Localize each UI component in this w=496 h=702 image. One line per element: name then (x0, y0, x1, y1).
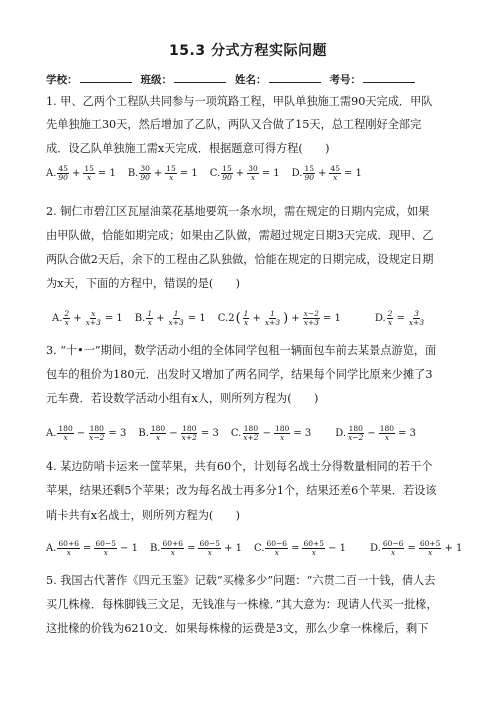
class-blank (174, 73, 226, 83)
exam-blank (363, 73, 415, 83)
q2-option-b[interactable]: B. $\frac{1}{x}$ + $\frac{1}{x+3}$ = 1 (134, 308, 206, 327)
q1-line-3: 成．设乙队单独施工需x天完成．根据题意可得方程( ) (46, 142, 330, 155)
q5-line-1: 5. 我国古代著作《四元玉鉴》记载“买椽多少”问题：“六贯二百一十钱，倩人去 (46, 574, 436, 587)
page-title: 15.3 分式方程实际问题 (169, 43, 327, 59)
q2-option-a[interactable]: A. $\frac{2}{x}$ + $\frac{x}{x+3}$ = 1 (52, 308, 123, 327)
name-blank (269, 73, 321, 83)
q3-option-b[interactable]: B. $\frac{180}{x}$ − $\frac{180}{x+2}$ = 3 (138, 423, 219, 442)
q3-options (46, 423, 428, 443)
q4-line-1: 4. 某边防哨卡运来一筐苹果，共有60个，计划每名战士分得数量相同的若干个 (46, 460, 433, 473)
school-blank (80, 73, 132, 83)
q1-option-d[interactable]: D. $\frac{15}{90}$ + $\frac{45}{x}$ = 1 (291, 163, 362, 182)
q5-line-3: 这批椽的价钱为6210文．如果每株椽的运费是3文，那么少拿一株椽后，剩下 (46, 622, 429, 635)
q2-options (52, 308, 436, 328)
q5-line-2: 买几株椽．每株脚钱三文足，无钱准与一株椽．”其大意为：现请人代买一批椽， (46, 598, 438, 611)
name-label: 姓名： (235, 74, 267, 86)
q2-line-4: 为x天，下面的方程中，错误的是( ) (46, 277, 241, 290)
q4-option-a[interactable]: A. $\frac{60+6}{x}$ = $\frac{60-5}{x}$ − 1 (46, 538, 138, 557)
q3-option-a[interactable]: A. $\frac{180}{x}$ − $\frac{180}{x-2}$ = 3 (46, 423, 127, 442)
q4-line-2: 苹果，结果还剩5个苹果；改为每名战士再多分1个，结果还差6个苹果．若设该 (46, 484, 437, 497)
q1-options (46, 163, 374, 183)
exam-label: 考号： (329, 74, 361, 86)
student-info-line (46, 72, 424, 87)
q1-line-1: 1. 甲、乙两个工程队共同参与一项筑路工程，甲队单独施工需90天完成．甲队 (46, 95, 433, 108)
q2-option-d[interactable]: D. $\frac{2}{x}$ = $\frac{3}{x+3}$ (374, 308, 425, 327)
q4-option-b[interactable]: B. $\frac{60+6}{x}$ = $\frac{60-5}{x}$ + 1 (149, 538, 242, 557)
q3-line-1: 3. “十•一”期间，数学活动小组的全体同学包租一辆面包车前去某景点游览，面 (46, 344, 437, 357)
q4-line-3: 哨卡共有x名战士，则所列方程为( ) (46, 509, 241, 522)
q2-line-1: 2. 铜仁市碧江区瓦屋油菜花基地要筑一条水坝，需在规定的日期内完成，如果 (46, 205, 430, 218)
q4-options (46, 538, 474, 558)
q4-option-d[interactable]: D. $\frac{60-6}{x}$ = $\frac{60+5}{x}$ + 1 (370, 538, 463, 557)
class-label: 班级： (140, 74, 172, 86)
q3-line-2: 包车的租价为180元．出发时又增加了两名同学，结果每个同学比原来少摊了3 (46, 368, 433, 381)
q3-option-d[interactable]: D. $\frac{180}{x-2}$ − $\frac{180}{x}$ = 3 (335, 423, 417, 442)
q2-line-3: 两队合做2天后，余下的工程由乙队独做，恰能在规定的日期完成，设规定日期 (46, 253, 434, 266)
school-label: 学校： (46, 74, 78, 86)
q2-line-2: 由甲队做，恰能如期完成；如果由乙队做，需超过规定日期3天完成．现甲、乙 (46, 229, 434, 242)
q1-line-2: 先单独施工30天，然后增加了乙队，两队又合做了15天，总工程刚好全部完 (46, 118, 422, 131)
q4-option-c[interactable]: C. $\frac{60-6}{x}$ = $\frac{60+5}{x}$ − 1 (254, 538, 347, 557)
q1-option-c[interactable]: C. $\frac{15}{90}$ + $\frac{30}{x}$ = 1 (209, 163, 280, 182)
q2-option-c[interactable]: C. 2 ( $\frac{1}{x}$ + $\frac{1}{x+3}$ ) + $\frac{x-2}{x+3}$ = 1 (217, 308, 341, 327)
q3-option-c[interactable]: C. $\frac{180}{x+2}$ − $\frac{180}{x}$ = 3 (230, 423, 312, 442)
q1-option-b[interactable]: B. $\frac{30}{90}$ + $\frac{15}{x}$ = 1 (127, 163, 198, 182)
q1-option-a[interactable]: A. $\frac{45}{90}$ + $\frac{15}{x}$ = 1 (46, 163, 116, 182)
q3-line-3: 元车费．若设数学活动小组有x人，则所列方程为( ) (46, 392, 319, 405)
